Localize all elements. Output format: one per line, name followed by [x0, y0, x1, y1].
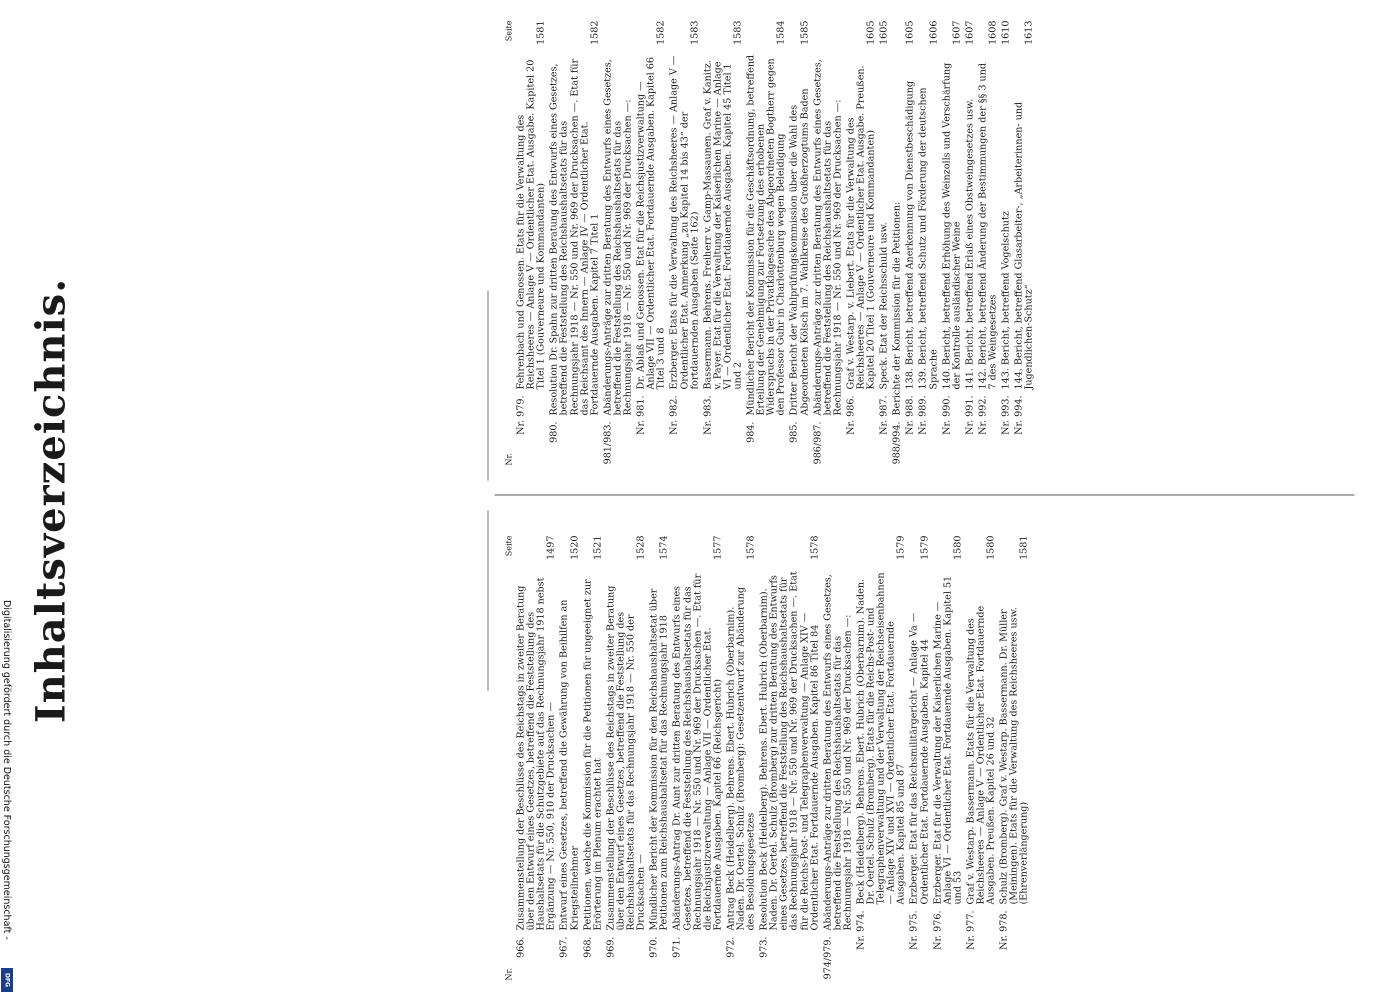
toc-entry — [919, 21, 939, 466]
toc-entry — [606, 536, 646, 981]
entry-page: 1613 — [1023, 20, 1035, 45]
entry-text: Entwurf eines Gesetzes, betreffend die Gewährung von Beihilfen an Kriegsteilnehmer — [558, 599, 581, 931]
entry-number: 981/983. — [602, 421, 614, 465]
toc-entries-right — [517, 21, 1035, 466]
toc-entry — [978, 21, 998, 466]
entry-number: Nr. 979. — [515, 395, 527, 435]
entry-text: Zusammenstellung der Beschlüsse des Reichstags in zweiter Beratung über den Entwurf eines Gesetzes, betreffend die Feststellung des Haushaltsetats für die Schutzgebiete auf das Rechnungsjahr 1918 nebst Ergänzung — Nr. 550, 910 der Drucksachen — — [515, 577, 557, 931]
toc-entry — [790, 21, 810, 466]
entry-page: 1582 — [655, 20, 667, 45]
column-divider — [495, 495, 1355, 496]
entry-page: 1606 — [928, 20, 940, 45]
entry-text: Graf v. Westarp. v. Liebert. Etats für die Verwaltung des Reichsheeres — Anlage V — Ordentlicher Etat. Ausgabe. Preußen. Kapitel 20 Titel 1 (Gouverneure und Kommandanten) — [845, 65, 877, 390]
entry-number: 986/987. — [812, 421, 824, 465]
entry-page: 1577 — [712, 535, 724, 560]
toc-entry — [893, 21, 903, 466]
entry-page: 1583 — [689, 20, 701, 45]
entry-text: Zusammenstellung der Beschlüsse des Reichstags in zweiter Beratung über den Entwurf eines Gesetzes, betreffend die Feststellung des Reichshaushaltsetats für das Rechnungsjahr 1918 — Nr. 550 der Drucksachen — — [605, 585, 647, 931]
toc-column-right — [504, 20, 1035, 466]
entry-number: Nr. 982. — [668, 395, 680, 435]
entry-page: 1605 — [904, 20, 916, 45]
entry-text: Dr. Ablaß und Genossen. Etat für die Reichsjustizverwaltung — Anlage VII — Ordentlicher Etat. Fortdauernde Ausgaben. Kapitel 66 Titel 3 und 8 — [635, 57, 667, 390]
toc-entry — [637, 21, 667, 466]
toc-entry — [726, 536, 756, 981]
entry-page: 1528 — [635, 535, 647, 560]
entry-number: Nr. 990. — [941, 395, 953, 435]
toc-entry — [583, 536, 603, 981]
entry-number: 984. — [745, 421, 757, 443]
entry-page: 1579 — [919, 535, 931, 560]
toc-entry — [1002, 21, 1012, 466]
nr-header: Nr. — [504, 453, 514, 466]
entry-number: 972. — [725, 936, 737, 958]
entry-text: Resolution Dr. Spahn zur dritten Beratung des Entwurfs eines Gesetzes, betreffend die Feststellung des Reichshaushaltsetats für das Rechnungsjahr 1918 — Nr. 550 und Nr. 969 der Drucksachen —. Etat für das Reichsamt des Innern — Anlage IV — Ordentlicher Etat. Fortdauernde Ausgaben. Kapitel 7 Titel 1 — [548, 58, 601, 416]
toc-entries-left — [517, 536, 1030, 981]
entry-page: 1607 — [951, 20, 963, 45]
entry-text: 139. Bericht, betreffend Schutz und Förderung der deutschen Sprache — [917, 87, 940, 390]
entry-number: 966. — [515, 936, 527, 958]
entry-page: 1583 — [732, 20, 744, 45]
entry-page: 1605 — [865, 20, 877, 45]
entry-number: 988/994. — [891, 421, 903, 465]
entry-text: Petitionen, welche die Kommission für die Petitionen für ungeeignet zur Erörterung im Plenum erachtet hat — [582, 579, 604, 931]
nr-header: Nr. — [504, 968, 514, 981]
entry-text: 138. Bericht, betreffend Anerkennung von Dienstbeschädigung — [904, 80, 916, 390]
entry-page: 1521 — [592, 535, 604, 560]
title-rule-right — [488, 291, 489, 481]
entry-number: Nr. 986. — [845, 395, 857, 435]
dfg-logo: DFG — [1, 968, 13, 992]
entry-text: Fehrenbach und Genossen. Etats für die Verwaltung des Reichsheeres — Anlage V — Ordentlicher Etat. Ausgabe. Kapitel 20 Titel 1 (Gouverneure und Kommandanten) — [515, 59, 547, 390]
page-title: Inhaltsverzeichnis. — [27, 277, 75, 724]
entry-text: 144. Bericht, betreffend Glasarbeiter-, „Arbeiterinnen- und Jugendlichen-Schutz“ — [1013, 101, 1035, 390]
entry-page: 1520 — [569, 535, 581, 560]
entry-page: 1580 — [952, 535, 964, 560]
entry-text: Bassermann. Behrens. Freiherr v. Gamp-Massaunen. Graf v. Kanitz. v. Payer. Etat für die Verwaltung der Kaiserlichen Marine — Anlage VI — Ordentlicher Etat. Fortdauernde Ausgaben. Kapitel 45 Titel 1 und 2 — [702, 60, 744, 390]
entry-number: 971. — [671, 936, 683, 958]
entry-number: 968. — [582, 936, 594, 958]
entry-text: Abänderungs-Anträge zur dritten Beratung des Entwurfs eines Gesetzes, betreffend die Feststellung des Reichshaushaltsetats für das Rechnungsjahr 1918 — Nr. 550 und Nr. 969 der Drucksachen —: — [602, 59, 634, 416]
entry-page: 1579 — [895, 535, 907, 560]
entry-number: 967. — [558, 936, 570, 958]
entry-text: Mündlicher Bericht der Kommission für den Reichshaushaltsetat über Petitionen zum Reichshaushaltsetat für das Rechnungsjahr 1918 — [648, 588, 670, 931]
entry-number: Nr. 981. — [635, 395, 647, 435]
entry-text: Erzberger. Etats für die Verwaltung des Reichsheeres — Anlage V — Ordentlicher Etat. Anmerkung „zu Kapitel 14 bis 43“ der fortdauernden Ausgaben (Seite 162) — [668, 55, 701, 390]
entry-number: Nr. 992. — [977, 395, 989, 435]
toc-entry — [603, 21, 633, 466]
document-page — [0, 1, 1383, 1001]
toc-entry — [1000, 536, 1030, 981]
toc-entry — [517, 536, 557, 981]
entry-text: Graf v. Westarp. Bassermann. Etats für die Verwaltung des Reichsheeres — Anlage V — Ordentlicher Etat. Fortdauernde Ausgaben. Preußen. Kapitel 26 und 32 — [965, 605, 997, 905]
entry-number: Nr. 974. — [855, 910, 867, 950]
digitization-credit: Digitalisierung gefördert durch die Deutsche Forschungsgemeinschaft - — [1, 600, 12, 940]
entry-page: 1578 — [745, 535, 757, 560]
entry-page: 1578 — [809, 535, 821, 560]
seite-header: Seite — [504, 535, 514, 557]
entry-text: Berichte der Kommission für die Petitionen: — [891, 201, 903, 416]
entry-text: Erzberger. Etat für die Verwaltung der Kaiserlichen Marine — Anlage VI — Ordentlicher Etat. Fortdauernde Ausgaben. Kapitel 51 und 53 — [932, 575, 964, 905]
entry-number: 974/979. — [822, 936, 834, 980]
entry-number: Nr. 975. — [908, 910, 920, 950]
toc-entry — [703, 21, 743, 466]
seite-header: Seite — [504, 20, 514, 42]
toc-entry — [966, 536, 996, 981]
entry-page: 1605 — [878, 20, 890, 45]
toc-entry — [747, 21, 787, 466]
toc-entry — [813, 21, 843, 466]
title-rule-left — [488, 511, 489, 691]
entry-number: 973. — [758, 936, 770, 958]
toc-entry — [550, 21, 600, 466]
entry-page: 1580 — [985, 535, 997, 560]
entry-page: 1581 — [1018, 535, 1030, 560]
entry-number: Nr. 991. — [964, 395, 976, 435]
entry-number: Nr. 976. — [932, 910, 944, 950]
toc-entry — [965, 21, 975, 466]
entry-number: 969. — [605, 936, 617, 958]
entry-text: Erzberger. Etat für das Reichsmilitärgericht — Anlage Va — Ordentlicher Etat. Fortdauernde Ausgaben. Kapitel 44 — [908, 612, 931, 905]
entry-number: Nr. 977. — [965, 910, 977, 950]
entry-page: 1607 — [964, 20, 976, 45]
toc-entry — [670, 21, 700, 466]
entry-page: 1582 — [589, 20, 601, 45]
column-header — [505, 536, 515, 981]
entry-number: 970. — [648, 936, 660, 958]
toc-entry — [942, 21, 962, 466]
toc-entry — [880, 21, 890, 466]
entry-number: Nr. 994. — [1013, 395, 1025, 435]
entry-number: Nr. 993. — [1000, 395, 1012, 435]
entry-text: Beck (Heidelberg). Behrens. Ebert. Hubrich (Oberbarnim). Naden. Dr. Oertel. Schulz (Bromberg). Etats für die Reichs-Post- und Telegraphenverwaltung und der Verwaltung der Reichseisenbahnen — Anlage XIV und XVI — Ordentlicher Etat. Fortdauernde Ausgaben. Kapitel 85 und 87 — [855, 572, 907, 905]
entry-number: Nr. 978. — [998, 910, 1010, 950]
toc-entry — [673, 536, 723, 981]
entry-page: 1608 — [987, 20, 999, 45]
entry-number: Nr. 983. — [702, 395, 714, 435]
entry-text: Abänderungs-Anträge zur dritten Beratung des Entwurfs eines Gesetzes, betreffend die Feststellung des Reichshaushaltsetats für das Rechnungsjahr 1918 — Nr. 550 und Nr. 969 der Drucksachen —: — [812, 59, 844, 416]
entry-number: Nr. 988. — [904, 395, 916, 435]
toc-column-left — [504, 535, 1030, 981]
toc-entry — [906, 21, 916, 466]
toc-entry — [823, 536, 853, 981]
entry-number: 980. — [548, 421, 560, 443]
entry-page: 1584 — [775, 20, 787, 45]
toc-entry — [1015, 21, 1035, 466]
entry-number: 985. — [788, 421, 800, 443]
toc-entry — [846, 21, 876, 466]
toc-entry — [933, 536, 963, 981]
entry-page: 1497 — [545, 535, 557, 560]
entry-number: Nr. 989. — [917, 395, 929, 435]
entry-number: Nr. 987. — [878, 395, 890, 435]
entry-text: Abänderungs-Anträge zur dritten Beratung des Entwurfs eines Gesetzes, betreffend die Feststellung des Reichshaushaltsetats für das Rechnungsjahr 1918 — Nr. 550 und Nr. 969 der Drucksachen —: — [822, 574, 854, 931]
toc-entry — [517, 21, 547, 466]
entry-text: 143. Bericht, betreffend Vogelschutz — [1000, 211, 1012, 390]
entry-text: Resolution Beck (Heidelberg). Behrens. Ebert. Hubrich (Oberbarnim). Naden. Dr. Oertel. Schulz (Bromberg) zur dritten Beratung des Entwurfs eines Gesetzes, betreffend die Feststellung des Reichshaushaltsetats für das Rechnungsjahr 1918 — Nr. 550 und Nr. 969 der Drucksachen —. Etat für die Reichs-Post- und Telegraphenverwaltung — Anlage XIV — Ordentlicher Etat. Fortdauernde Ausgaben. Kapitel 86 Titel 84 — [758, 571, 821, 931]
entry-text: 141. Bericht, betreffend Erlaß eines Obstweingesetzes usw. — [964, 98, 976, 390]
toc-entry — [650, 536, 670, 981]
entry-text: 140. Bericht, betreffend Erhöhung des Weinzolls und Verschärfung der Kontrolle ausländischer Weine — [941, 62, 963, 390]
toc-entry — [560, 536, 580, 981]
entry-text: 142. Bericht, betreffend Änderung der Bestimmungen der §§ 3 und 7 des Weingesetzes — [977, 62, 999, 390]
entry-text: Dritter Bericht der Wahlprüfungskommission über die Wahl des Abgeordneten Kölsch im 7. Wahlkreise des Großherzogtums Baden — [788, 88, 811, 416]
entry-text: Speck. Etat der Reichsschuld usw. — [878, 222, 890, 390]
entry-page: 1585 — [799, 20, 811, 45]
entry-text: Abänderungs-Antrag Dr. Aunt zur dritten Beratung des Entwurfs eines Gesetzes, betreffend die Feststellung des Reichshaushaltsetats für das Rechnungsjahr 1918 — Nr. 550 und Nr. 969 der Drucksachen —. Etat für die Reichsjustizverwaltung — Anlage VII — Ordentlicher Etat. Fortdauernde Ausgaben. Kapitel 66 (Reichsgericht) — [671, 573, 724, 931]
entry-page: 1581 — [535, 20, 547, 45]
toc-entry — [760, 536, 821, 981]
toc-entry — [910, 536, 930, 981]
toc-entry — [857, 536, 907, 981]
entry-text: Mündlicher Bericht der Kommission für die Geschäftsordnung, betreffend Erteilung der Genehmigung zur Fortsetzung des erhobenen Widerspruchs in der Privatklagesache des Abgeordneten Bogtherr gegen den Professor Guhr in Charlottenburg wegen Beleidigung — [745, 54, 787, 416]
entry-page: 1610 — [1000, 20, 1012, 45]
entry-text: Antrag Beck (Heidelberg). Behrens. Ebert. Hubrich (Oberbarnim). Naden. Dr. Oertel. Schulz (Bromberg): Gesetzentwurf zur Abänderung des Besoldungsgesetzes — [725, 586, 757, 931]
entry-text: Schulz (Bromberg). Graf v. Westarp. Bassermann. Dr. Müller (Meiningen). Etats für die Verwaltung des Reichsheeres usw. (Ehrenverlängerung) — [998, 607, 1030, 905]
entry-page: 1574 — [658, 535, 670, 560]
column-header — [505, 21, 515, 466]
